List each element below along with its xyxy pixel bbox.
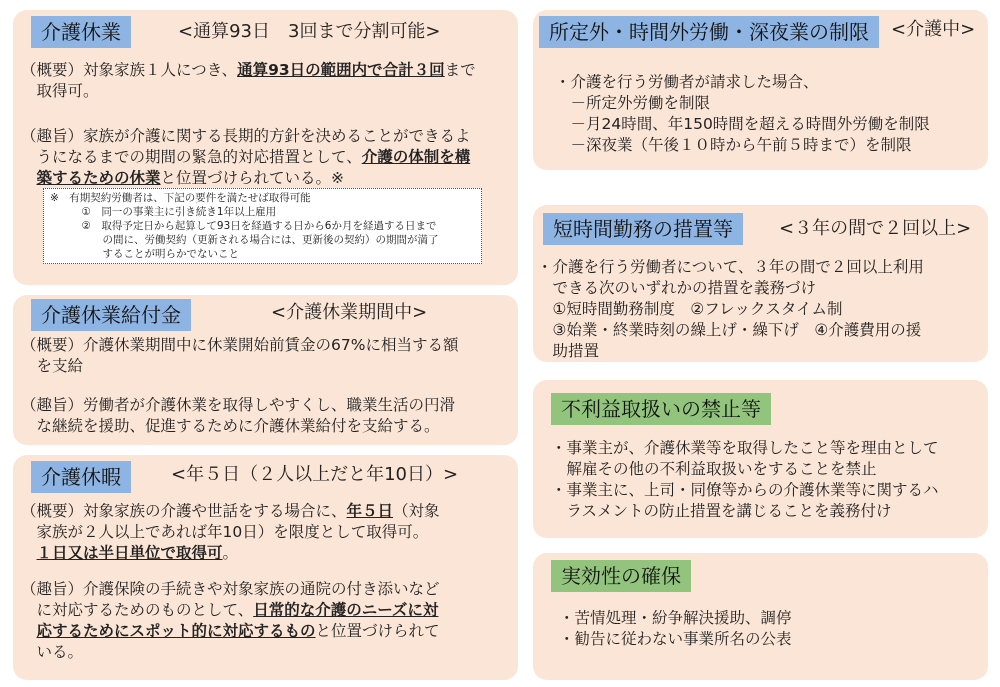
emphasis-text: 通算93日の範囲内で合計３回: [237, 61, 445, 79]
subtitle-kyufukin: <介護休業期間中>: [271, 302, 428, 323]
heading-furieki: 不利益取扱いの禁止等: [551, 393, 771, 425]
text-line: [559, 608, 792, 629]
text-segment: を支給: [21, 357, 84, 375]
text-segment: （概要）介護休業期間中に休業開始前賃金の67%に相当する額: [21, 336, 459, 354]
text-segment: （対象: [393, 502, 440, 520]
text-line: [537, 257, 924, 278]
text-line: [551, 480, 939, 501]
text-segment: 助措置: [537, 342, 600, 360]
panel-seigen: [533, 10, 988, 170]
text-segment: することが明らかでないこと: [50, 248, 239, 260]
text-line: [50, 247, 475, 261]
text-line: [21, 168, 471, 189]
panel-jikkousei: [533, 553, 988, 680]
subtitle-seigen: <介護中>: [891, 19, 976, 40]
text-line: [21, 356, 458, 377]
body-furieki: [551, 438, 939, 522]
text-segment: 。: [222, 544, 239, 562]
text-segment: うになるまでの期間の緊急的対応措置として、: [21, 148, 362, 166]
text-segment: 取得可。: [21, 82, 99, 100]
text-segment: [21, 169, 37, 187]
text-segment: [21, 622, 37, 640]
emphasis-text: １日又は半日単位で取得可: [36, 544, 223, 562]
text-line: [50, 205, 475, 219]
text-segment: ・事業主に、上司・同僚等からの介護休業等に関するハ: [551, 481, 939, 499]
text-line: [21, 395, 455, 416]
text-segment: （概要）対象家族の介護や世話をする場合に、: [21, 502, 347, 520]
panel-furieki: [533, 380, 988, 538]
gaiyo-kaigo-kyugyo: [21, 60, 476, 102]
text-line: [21, 81, 476, 102]
emphasis-text: 介護の体制を構: [361, 148, 471, 166]
text-line: [21, 522, 440, 543]
text-line: [551, 501, 939, 522]
heading-seigen: 所定外・時間外労働・深夜業の制限: [539, 16, 879, 48]
text-line: [537, 299, 924, 320]
gaiyo-kaigo-kyuka: [21, 501, 440, 564]
panel-kaigo-kyugyo: [13, 10, 518, 285]
text-line: [50, 191, 475, 205]
emphasis-text: 築するための休業: [36, 169, 161, 187]
subtitle-kaigo-kyuka: <年５日（２人以上だと年10日）>: [171, 464, 459, 485]
heading-tanjikan: 短時間勤務の措置等: [543, 213, 743, 245]
text-segment: （趣旨）家族が介護に関する長期的方針を決めることができるよ: [21, 127, 471, 145]
text-segment: に対応するためのものとして、: [21, 601, 254, 619]
text-line: [21, 600, 440, 621]
text-segment: [21, 544, 37, 562]
text-segment: ・介護を行う労働者について、３年の間で２回以上利用: [537, 258, 924, 276]
text-segment: ・苦情処理・紛争解決援助、調停: [559, 609, 792, 627]
text-line: [537, 341, 924, 362]
shushi-kyufukin: [21, 395, 455, 437]
text-line: [551, 459, 939, 480]
shushi-kaigo-kyugyo: [21, 126, 471, 189]
text-segment: の間に、労働契約（更新される場合には、更新後の契約）の期間が満了: [50, 234, 439, 246]
note-yuki-keiyaku: [43, 188, 482, 264]
heading-kaigo-kyuka: 介護休暇: [31, 461, 131, 493]
panel-tanjikan: [533, 205, 988, 362]
text-line: [50, 233, 475, 247]
text-segment: －月24時間、年150時間を超える時間外労働を制限: [555, 115, 930, 133]
subtitle-tanjikan: <３年の間で２回以上>: [779, 218, 972, 239]
text-segment: 家族が２人以上であれば年10日）を限度として取得可。: [21, 523, 429, 541]
text-segment: （概要）対象家族１人につき、: [21, 61, 238, 79]
text-segment: ・勧告に従わない事業所名の公表: [559, 630, 792, 648]
panel-kaigo-kyuka: [13, 455, 518, 680]
text-line: [551, 438, 939, 459]
emphasis-text: 年５日: [346, 502, 394, 520]
heading-kyufukin: 介護休業給付金: [31, 299, 191, 331]
text-line: [21, 579, 440, 600]
text-line: [21, 642, 440, 663]
text-line: [21, 543, 440, 564]
text-segment: いる。: [21, 643, 84, 661]
text-segment: ・事業主が、介護休業等を取得したこと等を理由として: [551, 439, 939, 457]
text-segment: まで: [444, 61, 476, 79]
text-line: [21, 621, 440, 642]
text-line: [21, 335, 458, 356]
text-line: [21, 147, 471, 168]
text-segment: ③始業・終業時刻の繰上げ・繰下げ ④介護費用の援: [537, 321, 922, 339]
text-line: [559, 629, 792, 650]
text-segment: －深夜業（午後１０時から午前５時まで）を制限: [555, 136, 912, 154]
text-segment: ※ 有期契約労働者は、下記の要件を満たせば取得可能: [50, 192, 311, 204]
emphasis-text: 日常的な介護のニーズに対: [253, 601, 439, 619]
text-segment: －所定外労働を制限: [555, 94, 711, 112]
heading-kaigo-kyugyo: 介護休業: [31, 16, 131, 48]
body-seigen: [555, 72, 930, 156]
text-segment: できる次のいずれかの措置を義務づけ: [537, 279, 817, 297]
text-line: [537, 278, 924, 299]
text-segment: ①短時間勤務制度 ②フレックスタイム制: [537, 300, 843, 318]
text-line: [21, 416, 455, 437]
text-segment: （趣旨）労働者が介護休業を取得しやすくし、職業生活の円滑: [21, 396, 456, 414]
emphasis-text: 応するためにスポット的に対応するもの: [36, 622, 316, 640]
text-line: [537, 320, 924, 341]
text-segment: ラスメントの防止措置を講じることを義務付け: [551, 502, 892, 520]
shushi-kaigo-kyuka: [21, 579, 440, 663]
text-line: [555, 135, 930, 156]
text-segment: （趣旨）介護保険の手続きや対象家族の通院の付き添いなど: [21, 580, 440, 598]
gaiyo-kyufukin: [21, 335, 458, 377]
body-tanjikan: [537, 257, 924, 362]
text-line: [21, 60, 476, 81]
text-segment: ・介護を行う労働者が請求した場合、: [555, 73, 819, 91]
text-segment: ② 取得予定日から起算して93日を経過する日から6か月を経過する日まで: [50, 220, 437, 232]
text-line: [555, 72, 930, 93]
text-line: [50, 219, 475, 233]
panel-kyufukin: [13, 295, 518, 445]
text-line: [555, 114, 930, 135]
text-segment: な継続を援助、促進するために介護休業給付を支給する。: [21, 417, 440, 435]
text-line: [21, 501, 440, 522]
heading-jikkousei: 実効性の確保: [551, 560, 691, 592]
text-segment: 解雇その他の不利益取扱いをすることを禁止: [551, 460, 877, 478]
text-segment: ① 同一の事業主に引き続き1年以上雇用: [50, 206, 277, 218]
text-line: [555, 93, 930, 114]
body-jikkousei: [559, 608, 792, 650]
text-segment: と位置づけられて: [315, 622, 440, 640]
subtitle-kaigo-kyugyo: <通算93日 3回まで分割可能>: [178, 21, 441, 42]
text-line: [21, 126, 471, 147]
text-segment: と位置づけられている。※: [160, 169, 345, 187]
